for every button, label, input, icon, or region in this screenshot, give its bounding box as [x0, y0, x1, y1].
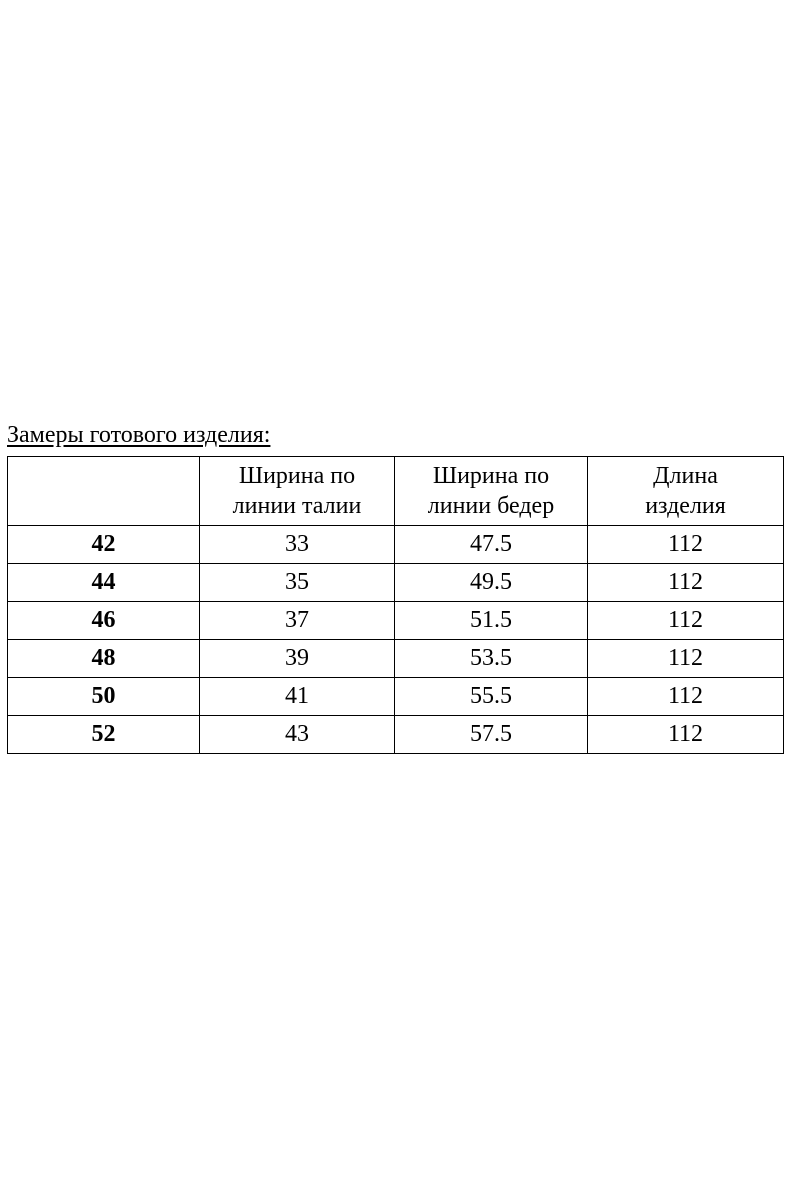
hips-cell: 47.5 [395, 526, 588, 564]
size-cell: 52 [8, 716, 200, 754]
header-hip-width-label: Ширина по линии бедер [427, 463, 555, 519]
hips-cell: 55.5 [395, 678, 588, 716]
length-cell: 112 [588, 602, 784, 640]
size-cell: 44 [8, 564, 200, 602]
waist-cell: 43 [200, 716, 395, 754]
table-row [8, 716, 784, 754]
measurements-table [7, 456, 784, 754]
length-cell: 112 [588, 526, 784, 564]
length-cell: 112 [588, 564, 784, 602]
size-cell: 46 [8, 602, 200, 640]
waist-cell: 33 [200, 526, 395, 564]
header-waist-width-label: Ширина по линии талии [232, 463, 362, 519]
hips-cell: 49.5 [395, 564, 588, 602]
size-cell: 42 [8, 526, 200, 564]
length-cell: 112 [588, 716, 784, 754]
table-row [8, 640, 784, 678]
size-cell: 50 [8, 678, 200, 716]
waist-cell: 35 [200, 564, 395, 602]
waist-cell: 41 [200, 678, 395, 716]
size-cell: 48 [8, 640, 200, 678]
hips-cell: 57.5 [395, 716, 588, 754]
table-row [8, 526, 784, 564]
length-cell: 112 [588, 640, 784, 678]
table-caption: Замеры готового изделия: [7, 422, 271, 448]
header-length [588, 457, 784, 526]
table-row [8, 602, 784, 640]
waist-cell: 39 [200, 640, 395, 678]
header-row [8, 457, 784, 526]
header-waist-width [200, 457, 395, 526]
table-row [8, 564, 784, 602]
hips-cell: 51.5 [395, 602, 588, 640]
hips-cell: 53.5 [395, 640, 588, 678]
waist-cell: 37 [200, 602, 395, 640]
header-hip-width [395, 457, 588, 526]
header-size [8, 457, 200, 526]
header-length-label: Длина изделия [645, 463, 726, 519]
table-row [8, 678, 784, 716]
length-cell: 112 [588, 678, 784, 716]
